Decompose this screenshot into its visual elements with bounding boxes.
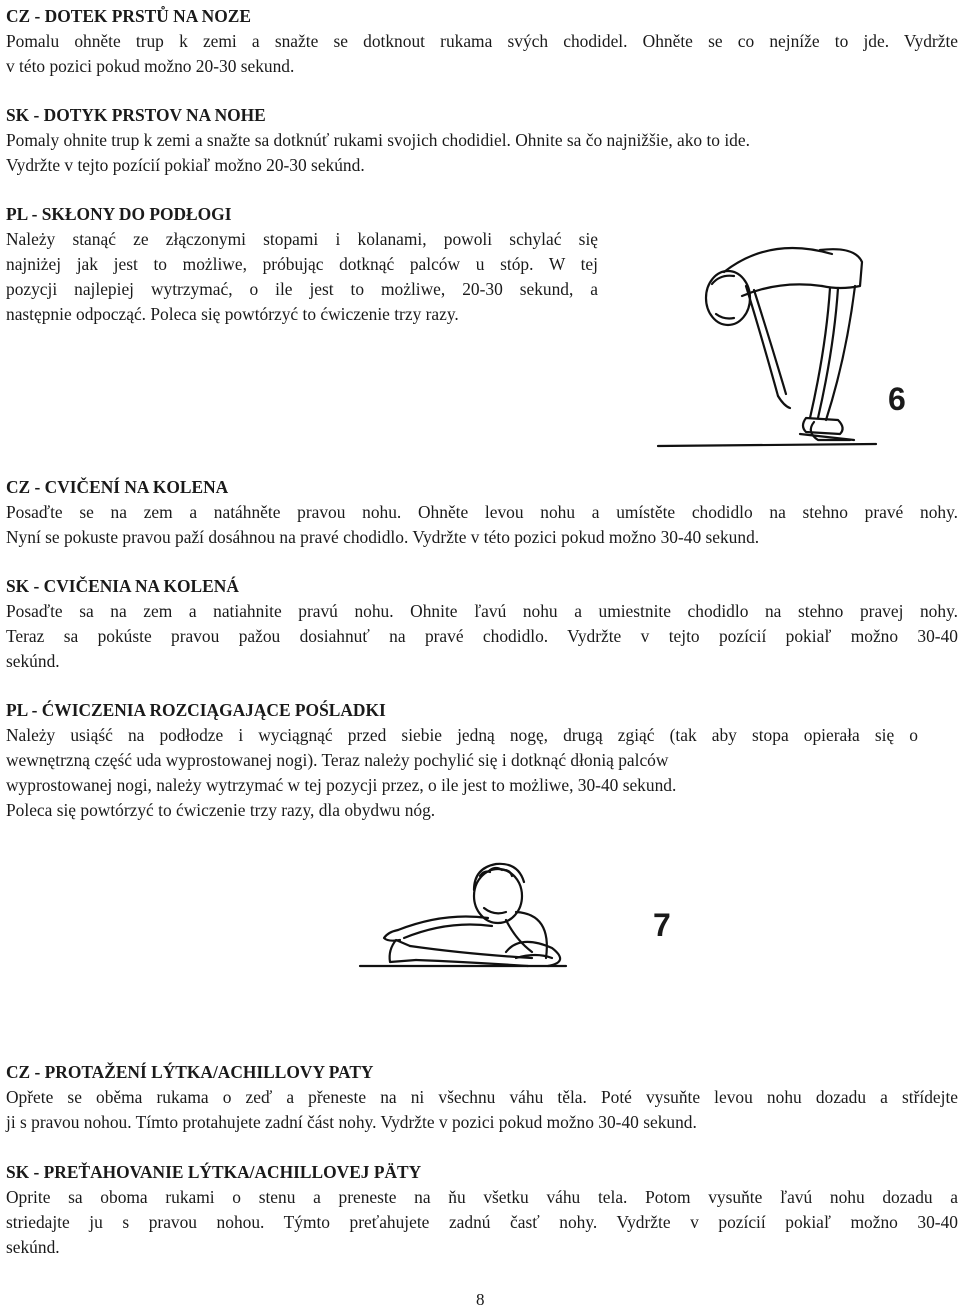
body-line: sekúnd. [6,1237,60,1257]
body-line: striedajte ju s pravou nohou. Týmto preťahujete zadnú časť nohy. Vydržte v pozícií pokiaľ možno 30-40 [6,1212,958,1232]
body-line: sekúnd. [6,651,60,671]
section-heading: CZ - CVIČENÍ NA KOLENA [6,477,229,497]
body-line: v této pozici pokud možno 20-30 sekund. [6,56,295,76]
exercise-number-7: 7 [653,907,671,943]
seated-stretch-illustration [356,862,596,992]
body-line: Teraz sa pokúste pravou pažou dosiahnuť na pravé chodidlo. Vydržte v tejto pozícií pokiaľ možno 30-40 [6,626,958,646]
section-sk-toe-touch [6,103,958,178]
section-heading: PL - ĆWICZENIA ROZCIĄGAJĄCE POŚLADKI [6,700,386,720]
body-line: Pomaly ohnite trup k zemi a snažte sa dotknúť rukami svojich chodidiel. Ohnite sa čo najnižšie, ako to ide. [6,130,750,150]
section-heading: SK - PREŤAHOVANIE LÝTKA/ACHILLOVEJ PÄTY [6,1162,422,1182]
section-cz-knee [6,475,958,550]
section-cz-toe-touch [6,4,958,79]
section-cz-calf [6,1060,958,1135]
body-line: Vydržte v tejto pozícií pokiaľ možno 20-30 sekúnd. [6,155,365,175]
section-heading: CZ - DOTEK PRSTŮ NA NOZE [6,6,251,26]
body-line: Należy usiąść na podłodze i wyciągnąć przed siebie jedną nogę, drugą zgiąć (tak aby stopa opierała się o [6,725,918,745]
section-sk-calf [6,1160,958,1260]
body-line: Nyní se pokuste pravou paží dosáhnou na pravé chodidlo. Vydržte v této pozici pokud možno 30-40 sekund. [6,527,760,547]
body-line: ji s pravou nohou. Tímto protahujete zadní část nohy. Vydržte v pozici pokud možno 30-40 sekund. [6,1112,697,1132]
body-line: najniżej jak jest to możliwe, próbując dotknąć palców u stóp. W tej [6,254,598,274]
section-heading: SK - CVIČENIA NA KOLENÁ [6,576,239,596]
body-line: Należy stanąć ze złączonymi stopami i kolanami, powoli schylać się [6,229,598,249]
section-heading: SK - DOTYK PRSTOV NA NOHE [6,105,266,125]
section-sk-knee [6,574,958,674]
body-line: Posaďte sa na zem a natiahnite pravú nohu. Ohnite ľavú nohu a umiestnite chodidlo na stehno pravej nohy. [6,601,958,621]
section-heading: CZ - PROTAŽENÍ LÝTKA/ACHILLOVY PATY [6,1062,374,1082]
page-number: 8 [476,1290,485,1309]
body-line: Opřete se oběma rukama o zeď a přeneste na ni všechnu váhu těla. Poté vysuňte levou nohu dozadu a střídejte [6,1087,958,1107]
section-heading: PL - SKŁONY DO PODŁOGI [6,204,232,224]
body-line: wewnętrzną część uda wyprostowanej nogi). Teraz należy pochylić się i dotknąć dłonią palców [6,750,669,770]
exercise-number-6: 6 [888,381,906,417]
toe-touch-illustration [650,228,880,453]
body-line: następnie odpocząć. Poleca się powtórzyć to ćwiczenie trzy razy. [6,304,459,324]
section-pl-glutes [6,698,918,823]
body-line: Posaďte se na zem a natáhněte pravou nohu. Ohněte levou nohu a umístěte chodidlo na stehno pravé nohy. [6,502,958,522]
body-line: Pomalu ohněte trup k zemi a snažte se dotknout rukama svých chodidel. Ohněte se co nejníže to jde. Vydržte [6,31,958,51]
section-pl-toe-touch [6,202,598,327]
body-line: pozycji najlepiej wytrzymać, o ile jest to możliwe, 20-30 sekund, a [6,279,598,299]
body-line: Poleca się powtórzyć to ćwiczenie trzy razy, dla obydwu nóg. [6,800,436,820]
body-line: wyprostowanej nogi, należy wytrzymać w tej pozycji przez, o ile jest to możliwe, 30-40 sekund. [6,775,677,795]
body-line: Oprite sa oboma rukami o stenu a preneste na ňu všetku váhu tela. Potom vysuňte ľavú nohu dozadu a [6,1187,958,1207]
